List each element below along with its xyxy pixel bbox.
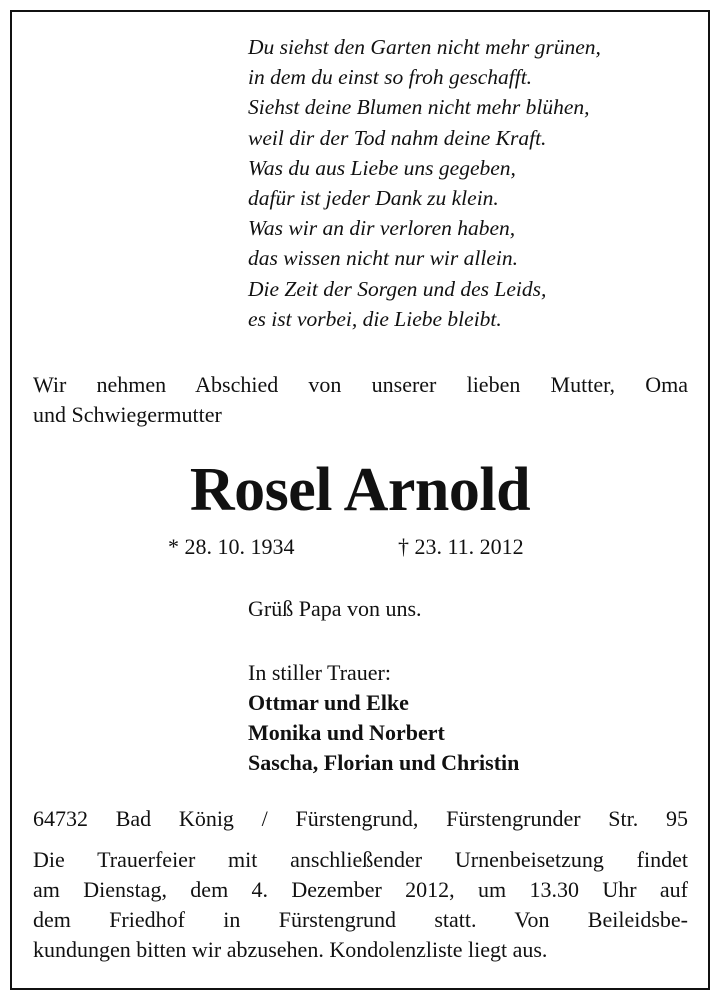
death-date: † 23. 11. 2012 [398, 534, 524, 559]
poem-line: das wissen nicht nur wir allein. [248, 246, 518, 271]
intro-line: und Schwiegermutter [33, 402, 222, 427]
poem-line: es ist vorbei, die Liebe bleibt. [248, 306, 502, 331]
funeral-line: am Dienstag, dem 4. Dezember 2012, um 13.30 Uhr auf [33, 877, 688, 902]
deceased-name: Rosel Arnold [189, 456, 531, 524]
family-address: 64732 Bad König / Fürstengrund, Fürstengrunder Str. 95 [33, 806, 688, 831]
memorial-poem [248, 32, 601, 334]
mourner-name: Sascha, Florian und Christin [248, 750, 520, 775]
mourners-block [248, 658, 519, 778]
farewell-intro [33, 370, 688, 430]
poem-line: in dem du einst so froh geschafft. [248, 65, 533, 90]
funeral-notice [33, 845, 688, 965]
poem-line: Du siehst den Garten nicht mehr grünen, [248, 35, 601, 59]
poem-line: Die Zeit der Sorgen und des Leids, [248, 276, 547, 301]
poem-line: Was wir an dir verloren haben, [248, 216, 516, 241]
poem-line: weil dir der Tod nahm deine Kraft. [248, 125, 547, 150]
funeral-line: dem Friedhof in Fürstengrund statt. Von Beileidsbe- [33, 907, 688, 932]
funeral-line: Die Trauerfeier mit anschließender Urnenbeisetzung findet [33, 847, 688, 872]
mourner-name: Monika und Norbert [248, 720, 445, 745]
funeral-line: kundungen bitten wir abzusehen. Kondolenzliste liegt aus. [33, 937, 548, 962]
poem-line: Siehst deine Blumen nicht mehr blühen, [248, 95, 590, 120]
poem-line: Was du aus Liebe uns gegeben, [248, 155, 516, 180]
birth-date: * 28. 10. 1934 [168, 534, 295, 559]
mourner-name: Ottmar und Elke [248, 690, 409, 715]
mourners-heading: In stiller Trauer: [248, 660, 391, 685]
poem-line: dafür ist jeder Dank zu klein. [248, 186, 499, 211]
intro-line: Wir nehmen Abschied von unserer lieben Mutter, Oma [33, 372, 688, 397]
greeting-line: Grüß Papa von uns. [248, 596, 422, 621]
